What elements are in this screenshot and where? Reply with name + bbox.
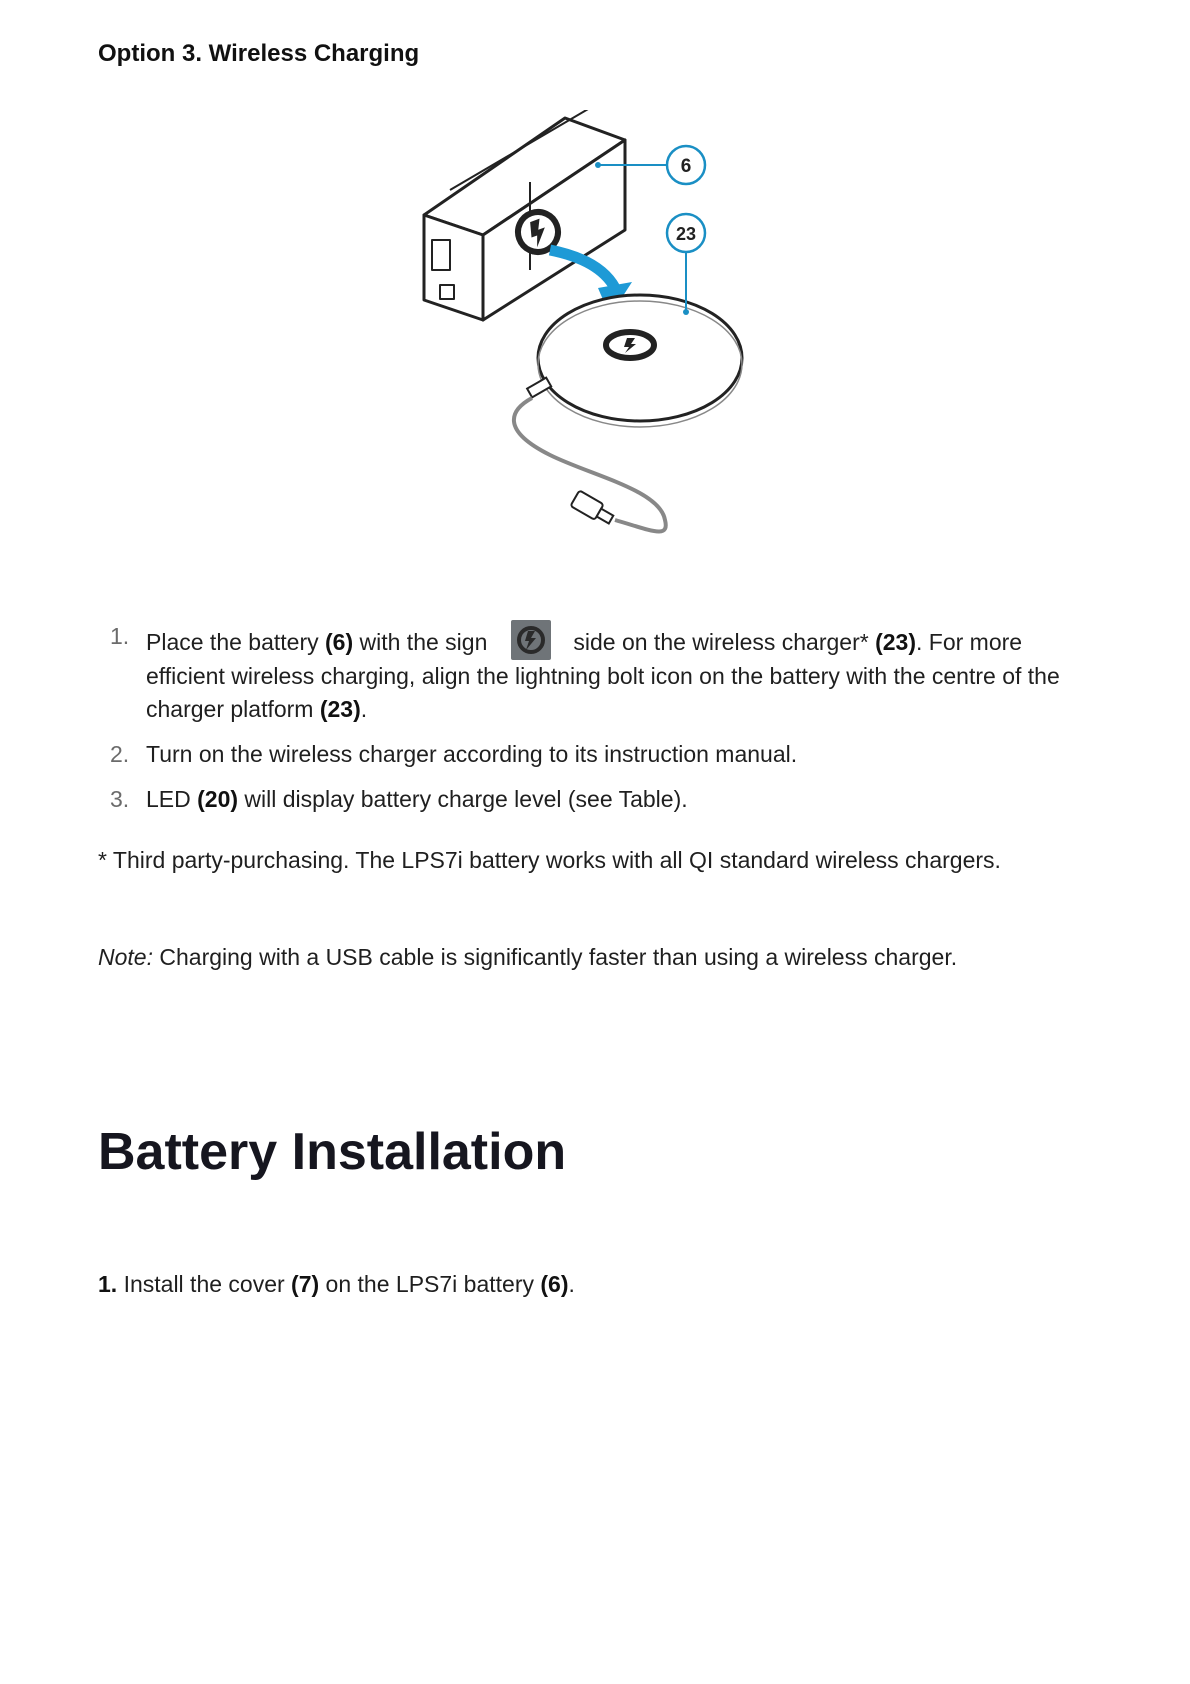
section-title: Option 3. Wireless Charging bbox=[98, 40, 420, 67]
callout-23-label: 23 bbox=[675, 224, 697, 244]
note-label: Note: bbox=[98, 944, 153, 970]
step-number: 3. bbox=[110, 786, 130, 812]
note-text: Charging with a USB cable is significantly faster than using a wireless charger. bbox=[152, 944, 958, 970]
install-step-1: 1. Install the cover (7) on the LPS7i battery (6). bbox=[98, 1271, 575, 1297]
wireless-charging-illustration bbox=[410, 110, 790, 580]
heading-battery-installation: Battery Installation bbox=[98, 1123, 567, 1181]
footnote: * Third party-purchasing. The LPS7i battery works with all QI standard wireless chargers. bbox=[98, 847, 1001, 873]
charger-lightning-icon bbox=[606, 332, 654, 358]
note bbox=[98, 941, 1098, 974]
step-3: 3. LED (20) will display battery charge level (see Table). bbox=[98, 783, 1098, 816]
step-2: 2. Turn on the wireless charger according to its instruction manual. bbox=[98, 738, 1098, 771]
step-1: 1. Place the battery (6) with the sign side on the wireless charger* (23). For more efficient wireless charging, align the lightning bolt icon on the battery with the centre of the charger platform (23). bbox=[98, 620, 1098, 726]
step-number: 2. bbox=[110, 741, 130, 767]
callout-6-label: 6 bbox=[680, 156, 692, 177]
wireless-sign-icon bbox=[511, 620, 551, 660]
usb-plug bbox=[570, 490, 615, 527]
step-number: 1. bbox=[110, 623, 130, 649]
instruction-steps bbox=[98, 620, 1098, 828]
